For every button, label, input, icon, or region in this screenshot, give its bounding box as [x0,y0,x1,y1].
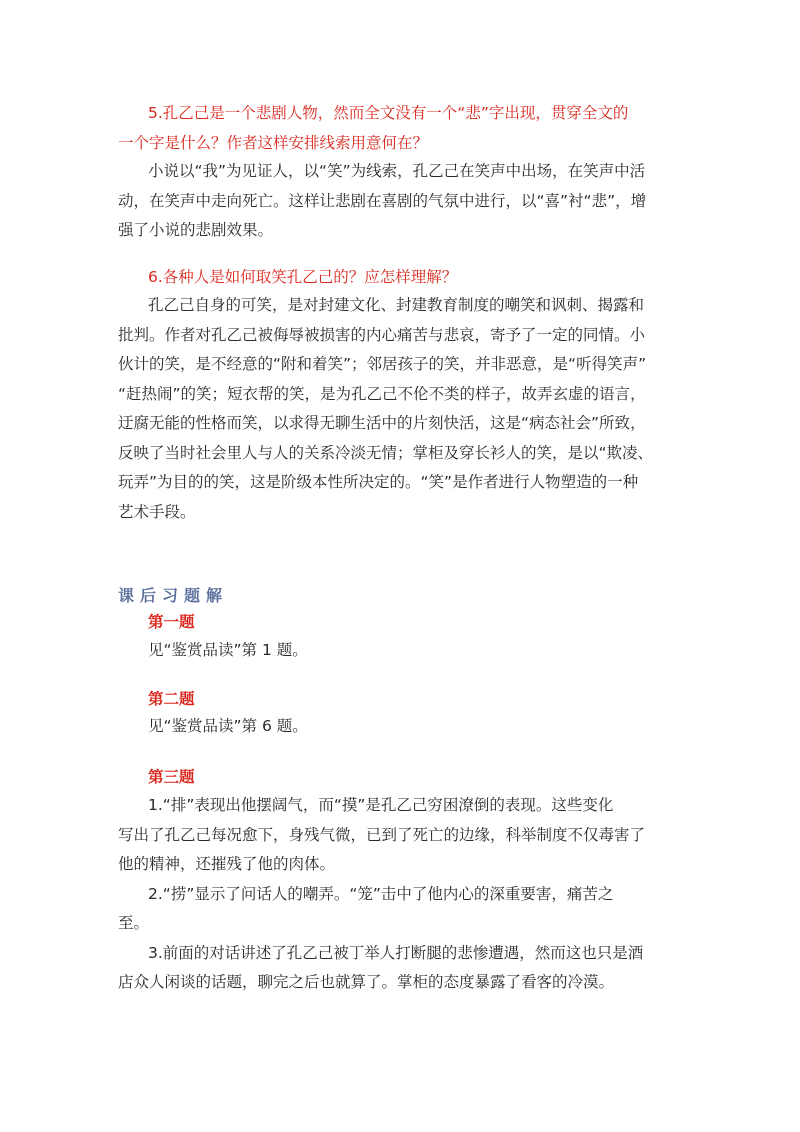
question-5-title-line-2: 一个字是什么？作者这样安排线索用意何在？ [118,134,429,152]
exercise-1-answer [0,638,800,660]
exercise-3-answer [0,791,800,998]
answer-line: 孔乙己自身的可笑，是对封建文化、封建教育制度的嘲笑和讽刺、揭露和 [148,296,645,314]
answer-line: 伙计的笑，是不经意的“附和着笑”；邻居孩子的笑，并非恶意，是“听得笑声” [118,355,647,373]
exercises-section [0,583,800,606]
section-title: 课后习题解 [118,586,229,605]
exercise-1 [0,610,800,632]
exercise-2-title: 第二题 [148,690,195,708]
answer-line: 他的精神，还摧残了他的肉体。 [118,855,336,873]
answer-line: 至。 [118,914,150,932]
question-5-title-line-1: 5.孔乙己是一个悲剧人物，然而全文没有一个“悲”字出现，贯穿全文的 [148,104,629,122]
answer-line: 2.“捞”显示了问话人的嘲弄。“笼”击中了他内心的深重要害，痛苦之 [148,884,614,903]
exercise-1-answer-text: 见“鉴赏品读”第 1 题。 [148,641,308,659]
exercise-1-title: 第一题 [148,613,195,631]
question-6-answer [0,291,800,527]
question-5-title [0,98,800,158]
answer-line: 写出了孔乙己每况愈下，身残气微，已到了死亡的边缘，科举制度不仅毒害了 [118,825,646,844]
answer-line: 反映了当时社会里人与人的关系冷淡无情；掌柜及穿长衫人的笑，是以“欺凌、 [118,443,654,462]
question-6-title [0,262,800,292]
exercise-2 [0,687,800,709]
question-5-answer [0,157,800,246]
exercise-2-answer-text: 见“鉴赏品读”第 6 题。 [148,717,308,735]
question-6-title-text: 6.各种人是如何取笑孔乙己的？应怎样理解？ [148,268,458,286]
exercise-3 [0,765,800,787]
answer-line: 批判。作者对孔乙己被侮辱被损害的内心痛苦与悲哀，寄予了一定的同情。小 [118,325,646,344]
answer-line: 玩弄”为目的的笑，这是阶级本性所决定的。“笑”是作者进行人物塑造的一种 [118,473,639,491]
exercise-3-title: 第三题 [148,768,195,786]
answer-line: 店众人闲谈的话题，聊完之后也就算了。掌柜的态度暴露了看客的冷漠。 [118,973,615,991]
answer-line: 3.前面的对话讲述了孔乙己被丁举人打断腿的悲惨遭遇，然而这也只是酒 [148,943,644,962]
answer-line: 迂腐无能的性格而笑，以求得无聊生活中的片刻快活，这是“病态社会”所致， [118,414,646,432]
answer-line: 小说以“我”为见证人，以“笑”为线索，孔乙己在笑声中出场，在笑声中活 [148,162,646,180]
question-5 [0,98,800,158]
answer-line: “赶热闹”的笑；短衣帮的笑，是为孔乙己不伦不类的样子，故弄玄虚的语言， [118,384,646,403]
answer-line: 艺术手段。 [118,502,196,521]
answer-line: 动，在笑声中走向死亡。这样让悲剧在喜剧的气氛中进行，以“喜”衬“悲”，增 [118,191,647,210]
question-6 [0,262,800,292]
answer-line: 强了小说的悲剧效果。 [118,221,274,239]
answer-line: 1.“排”表现出他摆阔气，而“摸”是孔乙己穷困潦倒的表现。这些变化 [148,796,614,814]
exercise-2-answer [0,714,800,736]
